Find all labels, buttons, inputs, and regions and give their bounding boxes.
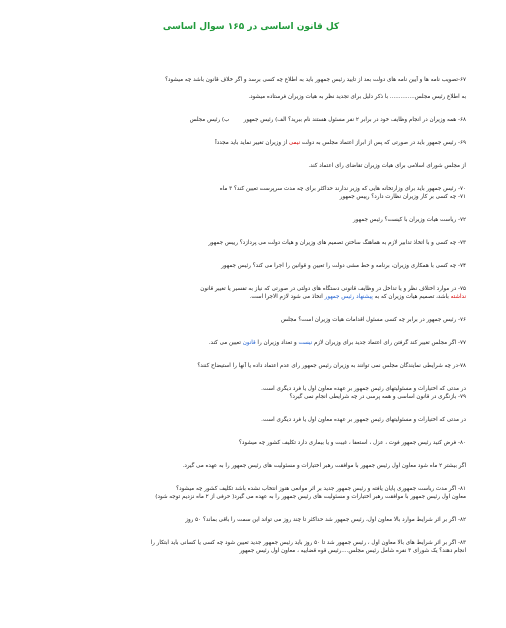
question-69-text-a: ۶۹- رئیس جمهور باید در صورتی که پس از ابراز اعتماد مجلس به دولت <box>301 140 466 146</box>
question-78: ۷۸-در چه شرایطی نمایندگان مجلس نمی توانند به وزیران رئیس جمهور رای عدم اعتماد داده یا آنها را استیضاح کنند؟ <box>197 363 466 369</box>
page-title: کل قانون اساسی در ۱۶۵ سوال اساسی <box>162 22 340 32</box>
question-69-text-b: از وزیران تغییر نماید باید مجدداً <box>215 140 288 146</box>
answer-67: به اطلاع رئیس مجلس.............. با ذکر دلیل برای تجدید نظر به هیأت وزیران فرستاده میشود. <box>248 94 466 100</box>
question-69-continuation: از مجلس شورای اسلامی برای هیأت وزیران تقاضای رای اعتماد کند. <box>308 163 466 169</box>
question-76: ۷۶- رئیس جمهور در برابر چه کسی مسئول اقدامات هیأت وزیران است؟ مجلس <box>280 317 466 323</box>
question-71: ۷۱- چه کسی بر کار وزیران نظارت دارد؟ رییس جمهور <box>339 194 466 200</box>
question-75-highlight-red: نداشته <box>450 294 466 300</box>
question-77-text-a: ۷۷- اگر مجلس تغییر کند گرفتن رای اعتماد جدید برای وزیران لازم <box>313 340 466 346</box>
answer-79: در مدتی که اختیارات و مسئولیتهای رئیس جمهور بر عهده معاون اول یا فرد دیگری است. <box>261 417 466 423</box>
question-80: ۸۰- فرض کنید رئیس جمهور فوت ، عزل ، استعفا ، غیبت و یا بیماری دارد تکلیف کشور چه میشود؟ <box>238 440 466 446</box>
question-75-continuation <box>36 293 466 301</box>
question-75: ۷۵- در موارد اختلاف نظر و یا تداخل در وظایف قانونی دستگاه های دولتی در صورتی که نیاز به تفسیر یا تغییر قانون <box>200 286 466 292</box>
question-69-highlight: نیمی <box>288 140 301 146</box>
question-68-text: ۶۸- همه وزیران در انجام وظایف خود در برابر ۲ نفر مسئول هستند نام ببرید؟ الف) رئیس جمهور <box>243 117 466 123</box>
question-67: ۶۷-تصویب نامه ها و آیین نامه های دولت بعد از تایید رئیس جمهور باید به اطلاع چه کسی برسد و اگر خلاف قانون باشد چه میشود؟ <box>165 77 466 83</box>
question-75-text-a: باشد، تصمیم هیأت وزیران که به <box>374 294 449 300</box>
question-70: ۷۰- رئیس جمهور باید برای وزارتخانه هایی که وزیر ندارند حداکثر برای چه مدت سرپرست تعیین کند؟ ۳ ماه <box>219 186 466 192</box>
question-74: ۷۴- چه کسی با همکاری وزیران، برنامه و خط مشی دولت را تعیین و قوانین را اجرا می کند؟ رئیس جمهور <box>221 263 466 269</box>
question-79: ۷۹- بازنگری در قانون اساسی و همه پرسی در چه شرایطی انجام نمی گیرد؟ <box>289 394 466 400</box>
answer-78: در مدتی که اختیارات و مسئولیتهای رئیس جمهور بر عهده معاون اول یا فرد دیگری است. <box>261 386 466 392</box>
question-83: ۸۳- اگر بر اثر شرایط های بالا معاون اول ، رئیس جمهور شد تا ۵۰ روز باید رئیس جمهور جدید تعیین شود چه کسی یا کسانی باید ابتکار را <box>150 540 466 546</box>
question-72: ۷۲- ریاست هیأت وزیران با کیست؟ رئیس جمهور <box>353 217 466 223</box>
answer-81: معاون اول رئیس جمهور با موافقت رهبر اختیارات و مسئولیت های رئیس جمهور را به عهده می گیرد( حرفی از ۲ ماه نزدیم توجه شود) <box>155 494 466 500</box>
question-77 <box>36 339 466 347</box>
answer-83: انجام دهند؟ یک شورای ۳ نفره شامل رئیس مجلس....رئیس قوه قضاییه ، معاون اول رئیس جمهور <box>239 548 466 554</box>
question-75-text-b: اتخاذ می شود لازم الاجرا است. <box>249 294 323 300</box>
question-68 <box>36 116 466 124</box>
question-68-option-b: ب) رئیس مجلس <box>189 117 230 123</box>
question-77-highlight-2: قانون <box>242 340 256 346</box>
question-77-text-b: و تعداد وزیران را <box>257 340 297 346</box>
question-73: ۷۳- چه کسی و با اتخاذ تدابیر لازم به هماهنگ ساختن تصمیم های وزیران و هیأت دولت می پردازد؟ رییس جمهور <box>208 240 466 246</box>
question-69 <box>36 139 466 147</box>
answer-80: اگر بیشتر ۲ ماه شود معاون اول رئیس جمهور با موافقت رهبر اختیارات و مسئولیت های رئیس جمهور را به عهده می گیرد. <box>182 463 466 469</box>
question-82: ۸۲- اگر بر اثر شرایط موارد بالا معاون اول، رئیس جمهور شد حداکثر تا چند روز می تواند این سمت را باقی بماند؟ ۵۰ روز <box>185 517 466 523</box>
question-75-highlight-blue: پیشنهاد رئیس جمهور <box>324 294 373 300</box>
question-81: ۸۱- اگر مدت ریاست جمهوری پایان یافته و رئیس جمهور جدید بر اثر موانعی هنوز انتخاب نشده باشد تکلیف کشور چه میشود؟ <box>176 486 466 492</box>
question-77-text-c: تعیین می کند. <box>208 340 241 346</box>
question-77-highlight-1: نیست <box>298 340 313 346</box>
